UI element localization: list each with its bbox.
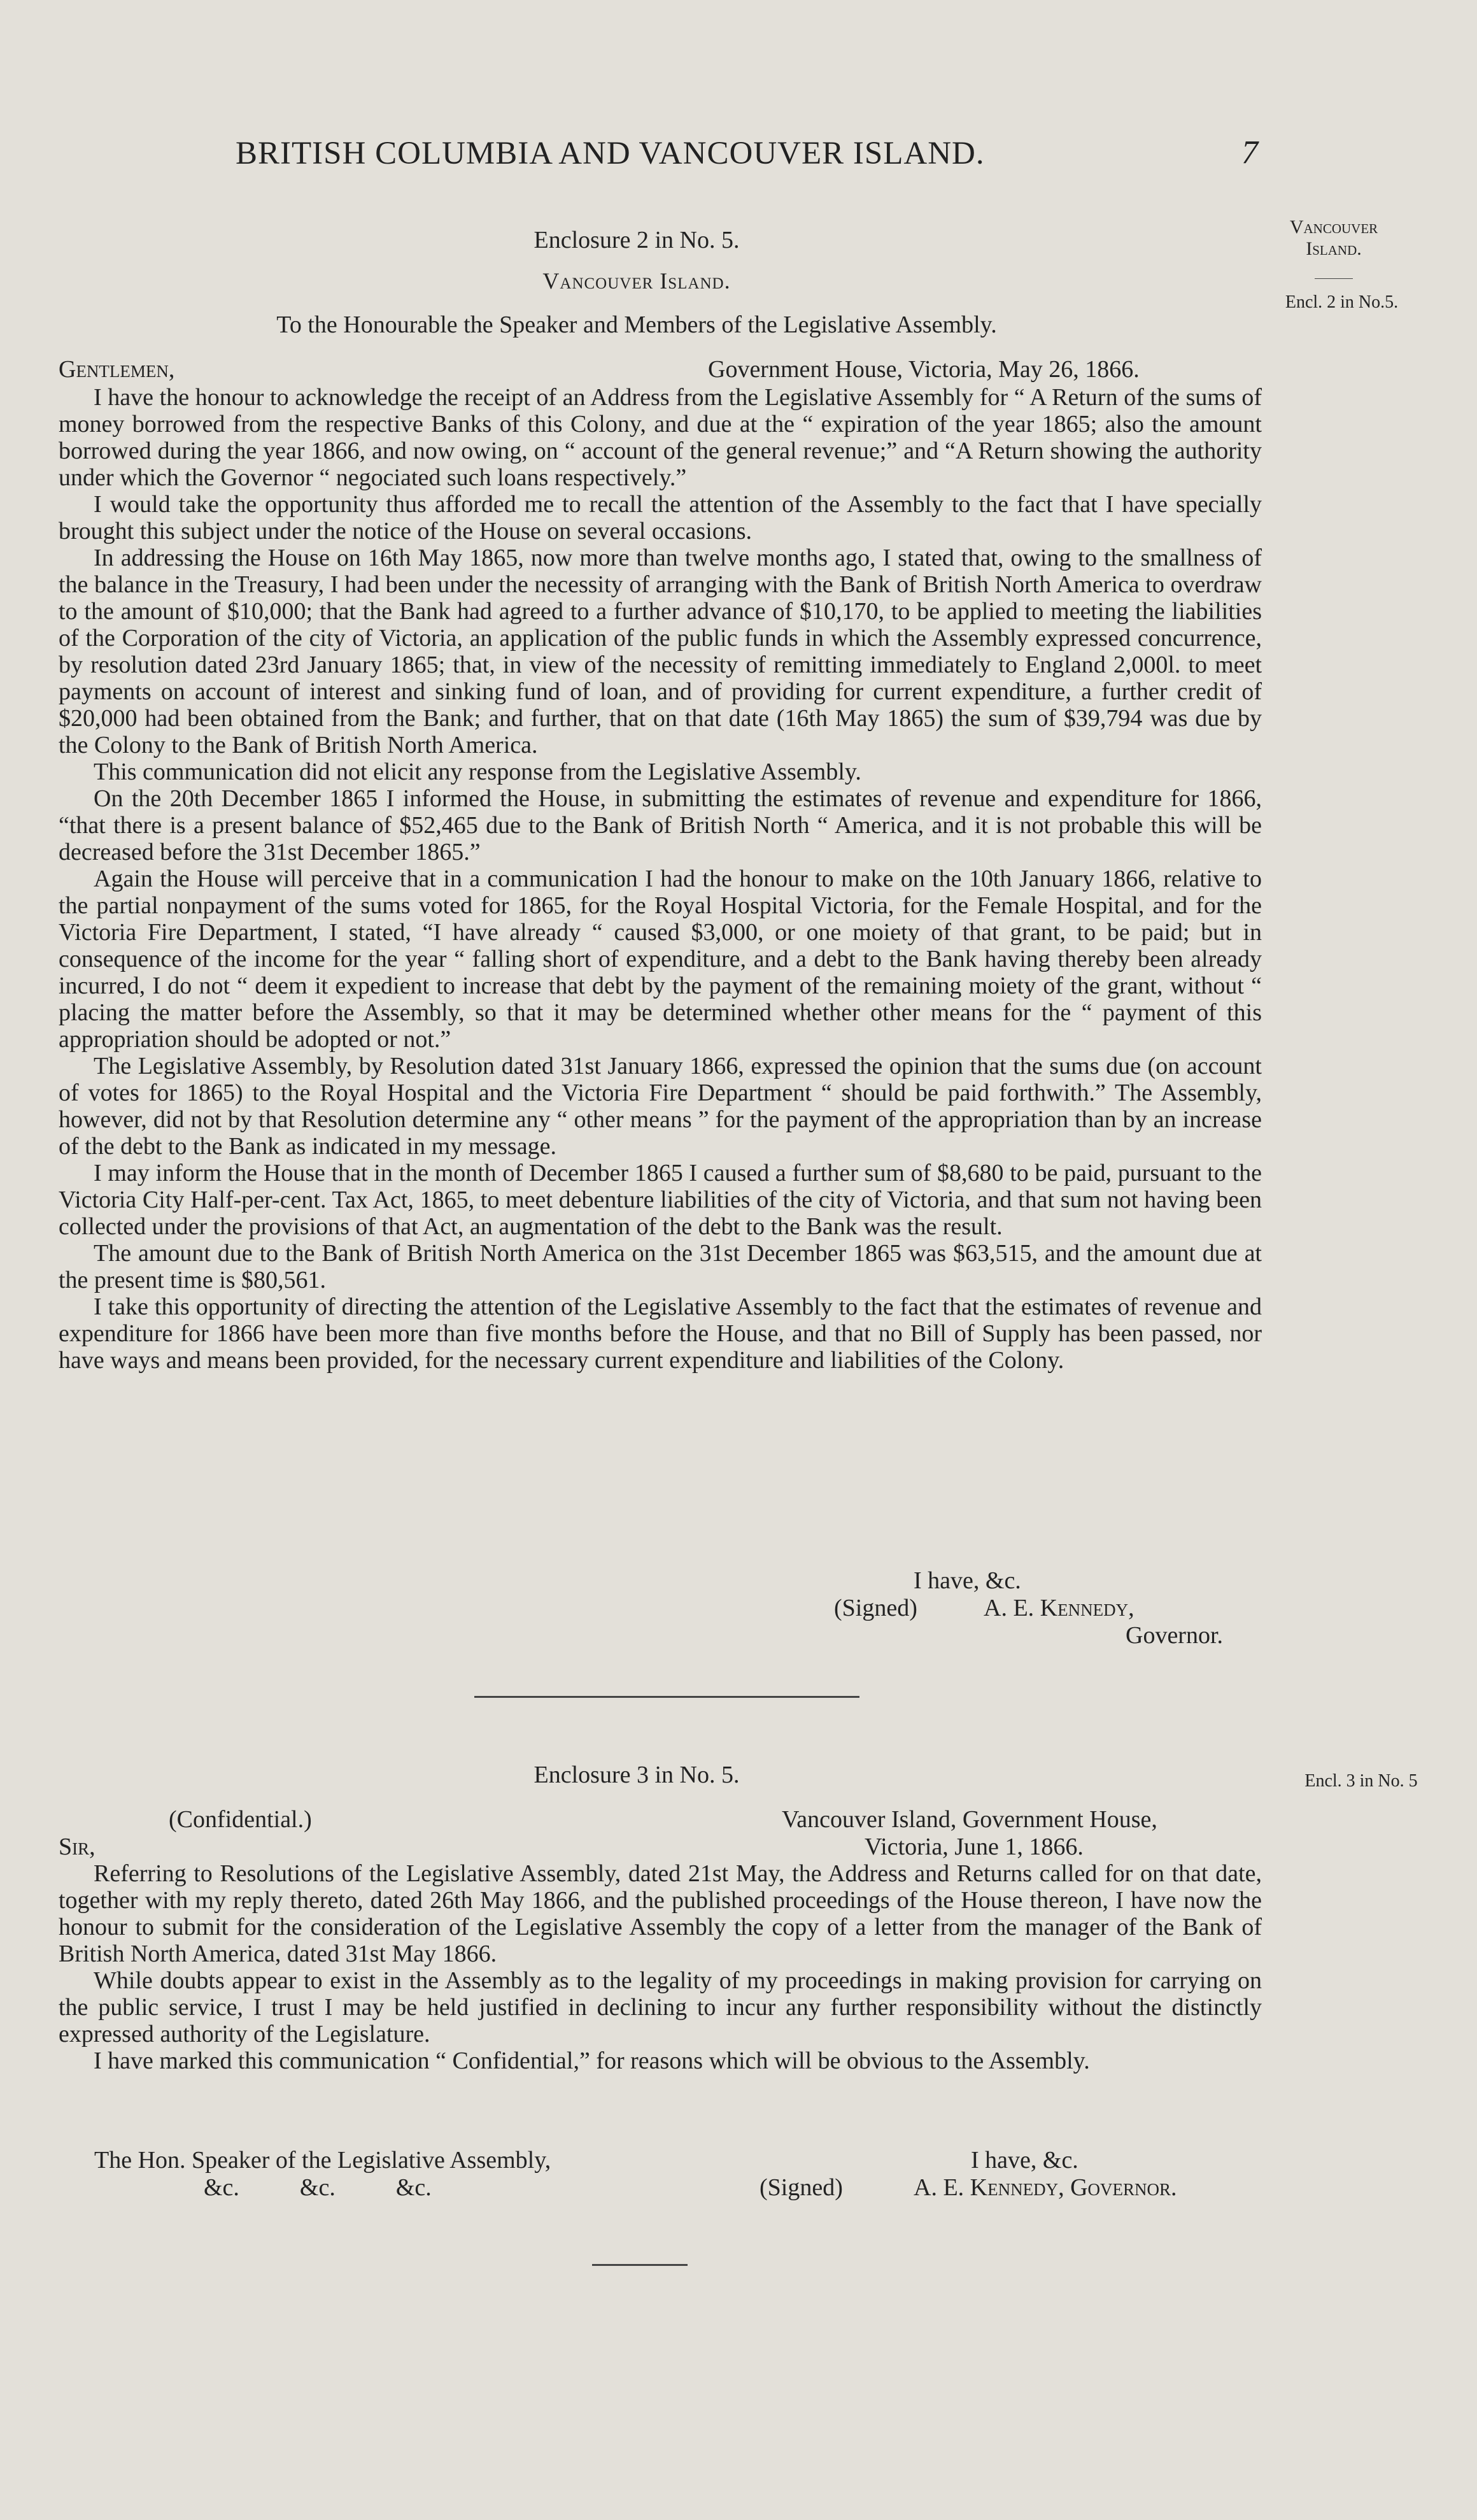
etc-line: &c. &c. &c. (204, 2174, 432, 2201)
paragraph: I have marked this communication “ Confidential,” for reasons which will be obvious to the Assembly. (94, 2047, 1090, 2074)
page-number: 7 (1241, 134, 1258, 171)
margin-place-note: Vancouver Island. (1289, 217, 1378, 259)
paragraph: The amount due to the Bank of British North America on the 31st December 1865 was $63,515, and the amount due at the present time is $80,561. (59, 1240, 1262, 1293)
paragraph: The Legislative Assembly, by Resolution dated 31st January 1866, expressed the opinion that the sums due (on account of votes for 1865) to the Royal Hospital and the Victoria Fire Department “ should be paid forthwith.” The Assembly, however, did not by that Resolution determine any “ other means ” for the payment of the appropriation than by an increase of the debt to the Bank as indicated in my message. (59, 1053, 1262, 1160)
addressee: The Hon. Speaker of the Legislative Assembly, (94, 2147, 551, 2174)
paragraph: On the 20th December 1865 I informed the House, in submitting the estimates of revenue and expenditure for 1866, “that there is a present balance of $52,465 due to the Bank of British North “ America, and it is not probable this will be decreased before the 31st December 1865.” (59, 785, 1262, 865)
paragraph: While doubts appear to exist in the Assembly as to the legality of my proceedings in making provision for carrying on the public service, I trust I may be held justified in declining to incur any further responsibility without the distinctly expressed authority of the Legislature. (59, 1967, 1262, 2047)
signatory-title: Governor. (1126, 1622, 1224, 1649)
signed-label: (Signed) (834, 1595, 917, 1621)
signatory: A. E. Kennedy, (984, 1595, 1134, 1621)
enclosure-3-heading: Enclosure 3 in No. 5. (534, 1762, 740, 1788)
enclosure-2-heading: Enclosure 2 in No. 5. (534, 227, 740, 253)
running-title: BRITISH COLUMBIA AND VANCOUVER ISLAND. (236, 136, 985, 171)
paragraph: I take this opportunity of directing the attention of the Legislative Assembly to the fact that the estimates of revenue and expenditure for 1866 have been more than five months before the House, and that no Bill of Supply has been passed, nor have ways and means been provided, for the necessary current expenditure and liabilities of the Colony. (59, 1293, 1262, 1374)
paragraph: This communication did not elicit any response from the Legislative Assembly. (94, 758, 861, 785)
margin-encl-3-note: Encl. 3 in No. 5 (1304, 1771, 1418, 1791)
signatory: A. E. Kennedy, Governor. (914, 2174, 1177, 2201)
enclosure-3-body (59, 1860, 1262, 2074)
margin-rule (1315, 278, 1353, 279)
confidential-label: (Confidential.) (169, 1806, 312, 1833)
paragraph: I have the honour to acknowledge the receipt of an Address from the Legislative Assembly for “ A Return of the sums of money borrowed from the respective Banks of this Colony, and due at the “ expiration of the year 1865; also the amount borrowed during the year 1866, and now owing, on “ account of the general revenue;” and “A Return showing the authority under which the Governor “ negociated such loans respectively.” (59, 384, 1262, 491)
closing: I have, &c. (971, 2147, 1078, 2174)
end-rule (592, 2264, 688, 2266)
section-divider (474, 1696, 859, 1698)
dateline: Government House, Victoria, May 26, 1866. (708, 356, 1140, 383)
paragraph: I would take the opportunity thus afforded me to recall the attention of the Assembly to the fact that I have specially brought this subject under the notice of the House on several occasions. (59, 491, 1262, 545)
closing: I have, &c. (914, 1567, 1021, 1594)
enclosure-2-place: Vancouver Island. (542, 268, 731, 294)
place-line-1: Vancouver Island, Government House, (782, 1806, 1157, 1833)
salutation: Sir, (59, 1833, 95, 1860)
signed-label: (Signed) (760, 2174, 843, 2201)
paragraph: Referring to Resolutions of the Legislative Assembly, dated 21st May, the Address and Returns called for on that date, together with my reply thereto, dated 26th May 1866, and the published proceedings of the House thereon, I have now the honour to submit for the consideration of the Legislative Assembly the copy of a letter from the manager of the Bank of British North America, dated 31st May 1866. (59, 1860, 1262, 1967)
paragraph: Again the House will perceive that in a communication I had the honour to make on the 10th January 1866, relative to the partial nonpayment of the sums voted for 1865, for the Royal Hospital Victoria, for the Female Hospital, and for the Victoria Fire Department, I stated, “I have already “ caused $3,000, or one moiety of that grant, to be paid; but in consequence of the income for the year “ falling short of expenditure, and a debt to the Bank having thereby been already incurred, I do not “ deem it expedient to increase that debt by the payment of the remaining moiety of the grant, without “ placing the matter before the Assembly, so that it may be determined whether other means for the “ payment of this appropriation should be adopted or not.” (59, 865, 1262, 1053)
paragraph: In addressing the House on 16th May 1865, now more than twelve months ago, I stated that, owing to the smallness of the balance in the Treasury, I had been under the necessity of arranging with the Bank of British North America to overdraw to the amount of $10,000; that the Bank had agreed to a further advance of $10,170, to be applied to meeting the liabilities of the Corporation of the city of Victoria, an application of the public funds in which the Assembly expressed concurrence, by resolution dated 23rd January 1865; that, in view of the necessity of remitting immediately to England 2,000l. to meet payments on account of interest and sinking fund of loan, and of providing for current expenditure, a further credit of $20,000 had been obtained from the Bank; and further, that on that date (16th May 1865) the sum of $39,794 was due by the Colony to the Bank of British North America. (59, 545, 1262, 758)
salutation: Gentlemen, (59, 356, 175, 383)
margin-encl-2-note: Encl. 2 in No.5. (1285, 292, 1399, 312)
place-line-2: Victoria, June 1, 1866. (865, 1833, 1084, 1860)
enclosure-2-body (59, 384, 1262, 1374)
paragraph: I may inform the House that in the month of December 1865 I caused a further sum of $8,680 to be paid, pursuant to the Victoria City Half-per-cent. Tax Act, 1865, to meet debenture liabilities of the city of Victoria, and that sum not having been collected under the provisions of that Act, an augmentation of the debt to the Bank was the result. (59, 1160, 1262, 1240)
enclosure-2-address: To the Honourable the Speaker and Members of the Legislative Assembly. (276, 311, 997, 338)
